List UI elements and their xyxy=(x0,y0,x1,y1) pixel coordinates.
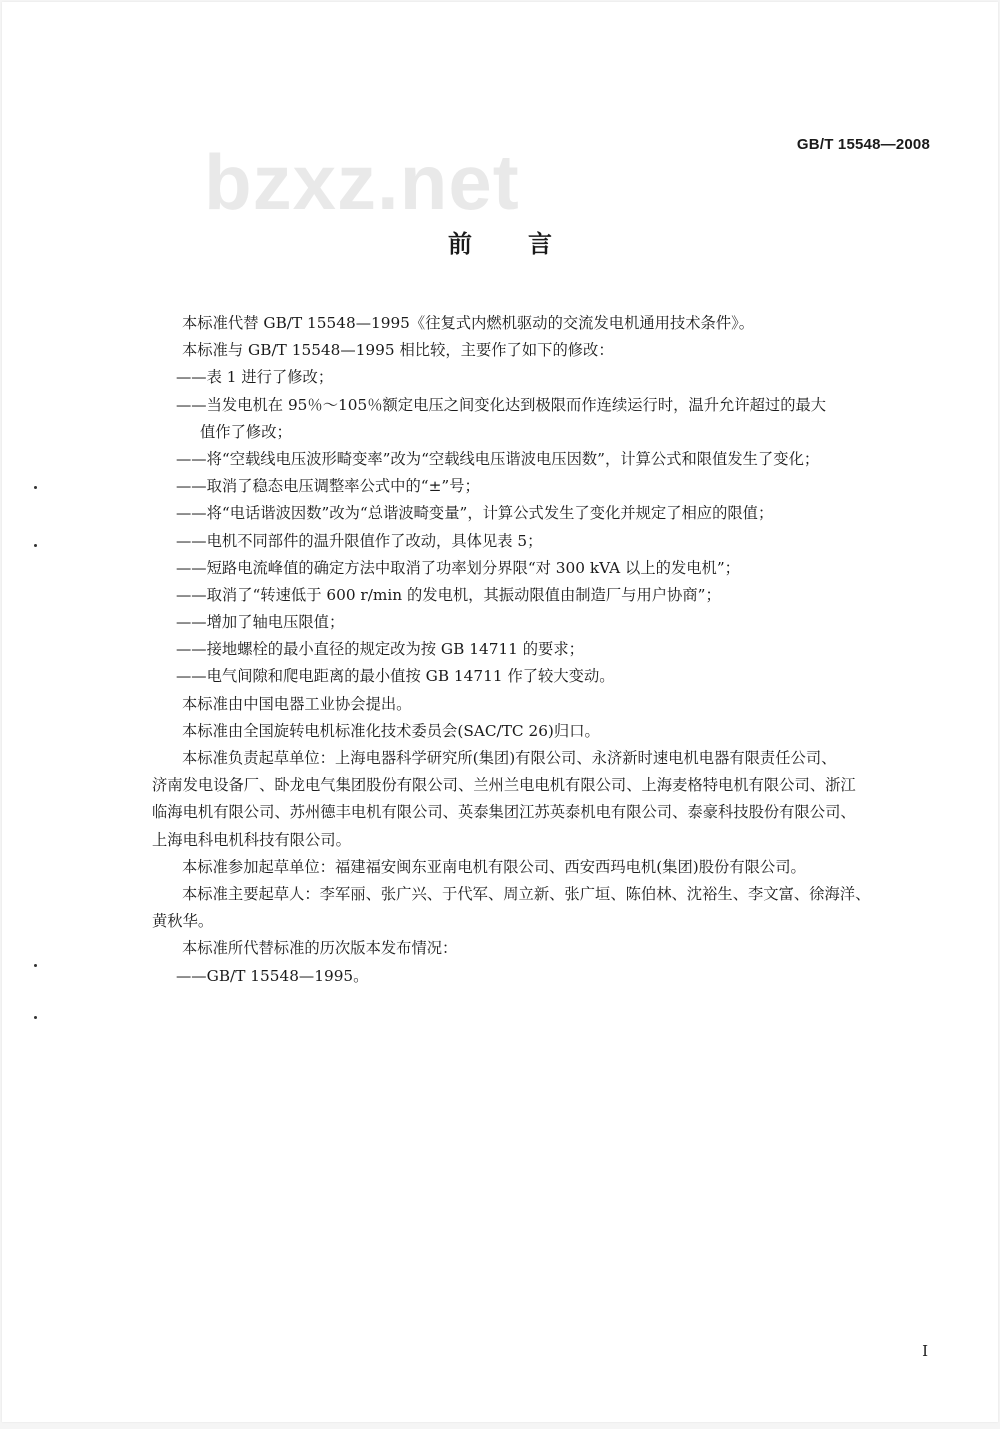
list-item: ——电机不同部件的温升限值作了改动，具体见表 5； xyxy=(176,531,543,550)
scan-speck xyxy=(34,1016,37,1019)
standard-number: GB/T 15548—2008 xyxy=(796,136,930,153)
list-item: ——短路电流峰值的确定方法中取消了功率划分界限“对 300 kVA 以上的发电机”； xyxy=(176,558,740,577)
paragraph-continuation: 济南发电设备厂、卧龙电气集团股份有限公司、兰州兰电电机有限公司、上海麦格特电机有限公司、浙江 xyxy=(152,776,856,795)
list-item: ——接地螺栓的最小直径的规定改为按 GB 14711 的要求； xyxy=(176,640,584,659)
paragraph: 本标准由全国旋转电机标准化技术委员会(SAC/TC 26)归口。 xyxy=(182,721,600,740)
list-item-continuation: 值作了修改； xyxy=(200,422,292,441)
paragraph-continuation: 临海电机有限公司、苏州德丰电机有限公司、英泰集团江苏英泰机电有限公司、泰豪科技股份有限公司、 xyxy=(152,803,856,822)
scan-speck xyxy=(34,964,37,967)
paragraph: 本标准所代替标准的历次版本发布情况： xyxy=(182,939,458,958)
paragraph: 本标准参加起草单位：福建福安闽东亚南电机有限公司、西安西玛电机(集团)股份有限公司。 xyxy=(182,857,806,876)
paragraph: 本标准主要起草人：李军丽、张广兴、于代军、周立新、张广垣、陈伯林、沈裕生、李文富、徐海洋、 xyxy=(182,884,871,903)
page-title: 前言 xyxy=(448,229,608,258)
watermark: bzxz.net xyxy=(204,138,520,226)
list-item: ——电气间隙和爬电距离的最小值按 GB 14711 作了较大变动。 xyxy=(176,667,615,686)
list-item: ——增加了轴电压限值； xyxy=(176,613,345,632)
list-item: ——取消了稳态电压调整率公式中的“±”号； xyxy=(176,477,480,496)
list-item: ——当发电机在 95％～105％额定电压之间变化达到极限而作连续运行时，温升允许超过的最大 xyxy=(176,395,827,414)
paragraph: 本标准负责起草单位：上海电器科学研究所(集团)有限公司、永济新时速电机电器有限责任公司、 xyxy=(182,749,837,767)
paragraph: 本标准与 GB/T 15548—1995 相比较，主要作了如下的修改： xyxy=(182,341,614,360)
paragraph-continuation: 上海电科电机科技有限公司。 xyxy=(152,830,351,849)
list-item: ——将“电话谐波因数”改为“总谐波畸变量”，计算公式发生了变化并规定了相应的限值； xyxy=(176,504,774,523)
list-item: ——将“空载线电压波形畸变率”改为“空载线电压谐波电压因数”，计算公式和限值发生了变化； xyxy=(176,449,820,468)
page-number: I xyxy=(922,1342,928,1360)
foreword-body xyxy=(152,310,942,990)
document-page xyxy=(2,2,998,1422)
scan-speck xyxy=(34,544,37,547)
paragraph: 本标准代替 GB/T 15548—1995《往复式内燃机驱动的交流发电机通用技术条件》。 xyxy=(182,314,755,332)
list-item: ——表 1 进行了修改； xyxy=(176,368,334,387)
paragraph-continuation: 黄秋华。 xyxy=(152,912,214,931)
paragraph: 本标准由中国电器工业协会提出。 xyxy=(182,694,412,713)
scan-speck xyxy=(34,486,37,489)
list-item: ——取消了“转速低于 600 r/min 的发电机，其振动限值由制造厂与用户协商”； xyxy=(176,585,721,604)
list-item: ——GB/T 15548—1995。 xyxy=(176,966,369,985)
